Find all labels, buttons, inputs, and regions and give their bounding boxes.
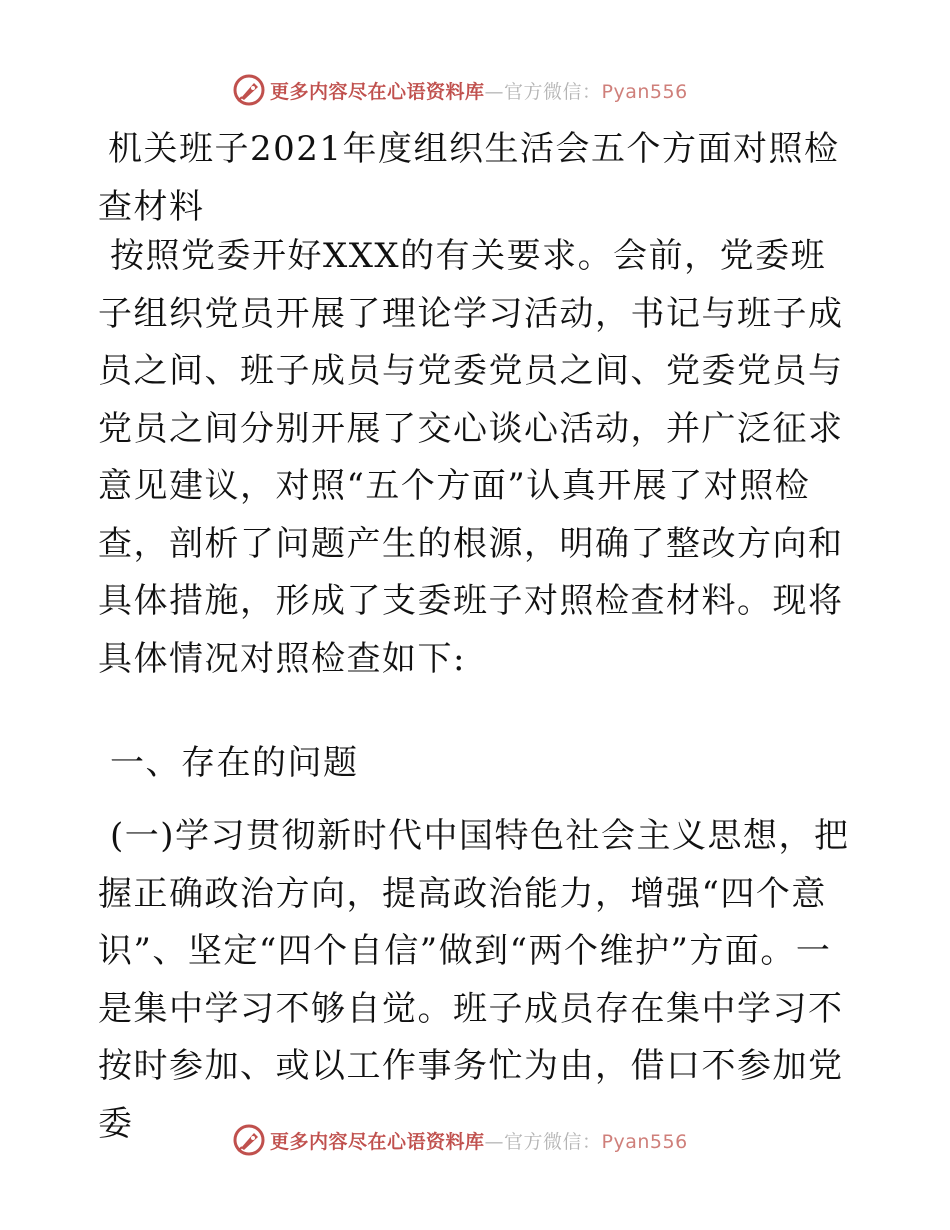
body-paragraph-intro: 按照党委开好XXX的有关要求。会前，党委班子组织党员开展了理论学习活动，书记与班子成员之间、班子成员与党委党员之间、党委党员与党员之间分别开展了交心谈心活动，并广泛征求意见建议，对照“五个方面”认真开展了对照检查，剖析了问题产生的根源，明确了整改方向和具体措施，形成了支委班子对照检查材料。现将具体情况对照检查如下: (98, 236, 844, 679)
watermark-dash: — (484, 80, 505, 103)
footer-watermark (232, 1122, 688, 1158)
header-watermark (232, 72, 688, 108)
body-paragraph-item-1: (一)学习贯彻新时代中国特色社会主义思想，把握正确政治方向，提高政治能力，增强“四个意识”、坚定“四个自信”做到“两个维护”方面。一是集中学习不够自觉。班子成员存在集中学习不按时参加、或以工作事务忙为由，借口不参加党委 (98, 816, 850, 1144)
pen-nib-logo-icon (232, 73, 266, 107)
document-title: 机关班子2021年度组织生活会五个方面对照检查材料 (98, 129, 840, 227)
section-heading: 一、存在的问题 (110, 743, 359, 783)
watermark-handle: Pyan556 (601, 1130, 688, 1153)
watermark-text (270, 77, 688, 104)
watermark-highlight: 更多内容尽在心语资料库 (270, 80, 485, 103)
watermark-highlight: 更多内容尽在心语资料库 (270, 1130, 485, 1153)
watermark-dash: — (484, 1130, 505, 1153)
watermark-label: 官方微信： (504, 80, 602, 103)
pen-nib-logo-icon (232, 1123, 266, 1157)
watermark-text (270, 1127, 688, 1154)
watermark-label: 官方微信： (504, 1130, 602, 1153)
watermark-handle: Pyan556 (601, 80, 688, 103)
